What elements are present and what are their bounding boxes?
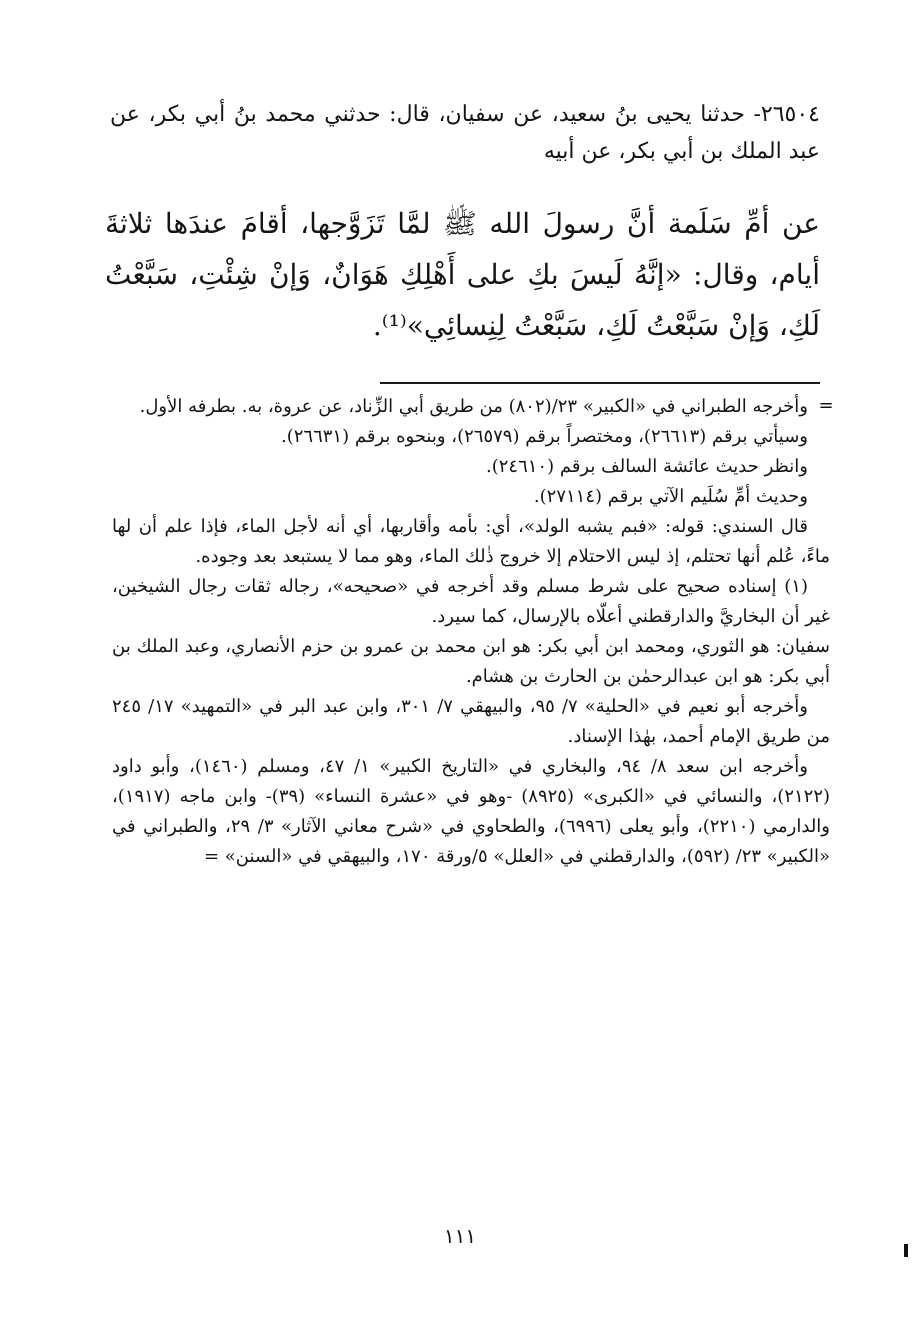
footnote-paragraph: وأخرجه أبو نعيم في «الحلية» ٧/ ٩٥، والبيهقي ٧/ ٣٠١، وابن عبد البر في «التمهيد» ١٧/ ٢٤٥ من طريق الإمام أحمد، بهٰذا الإسناد. xyxy=(112,696,830,747)
footnote-paragraph: وسيأتي برقم (٢٦٦١٣)، ومختصراً برقم (٢٦٥٧٩)، وبنحوه برقم (٢٦٦٣١). xyxy=(281,426,808,447)
footnote-paragraph: سفيان: هو الثوري، ومحمد ابن أبي بكر: هو ابن محمد بن عمرو بن حزم الأنصاري، وعبد الملك بن أبي بكر: هو ابن عبدالرحمٰن بن الحارث بن هشام. xyxy=(112,636,830,687)
footnote-paragraph: وأخرجه ابن سعد ٨/ ٩٤، والبخاري في «التاريخ الكبير» ١/ ٤٧، ومسلم (١٤٦٠)، وأبو داود (٢١٢٢)، والنسائي في «الكبرى» (٨٩٢٥) -وهو في «عشرة النساء» (٣٩)- وابن ماجه (١٩١٧)، والدارمي (٢٢١٠)، وأبو يعلى (٦٩٩٦)، والطحاوي في «شرح معاني الآثار» ٣/ ٢٩، والطبراني في «الكبير» ٢٣/ (٥٩٢)، والدارقطني في «العلل» ٥/ورقة ١٧٠، والبيهقي في «السنن» = xyxy=(112,756,831,867)
continuation-mark: = xyxy=(818,395,834,416)
footnotes-section xyxy=(112,392,830,872)
page-number: ١١١ xyxy=(443,1224,477,1248)
footnote-paragraph: وانظر حديث عائشة السالف برقم (٢٤٦١٠). xyxy=(486,456,808,477)
hadith-matn: عن أمِّ سَلَمة أنَّ رسولَ الله ﷺ لمَّا تَزَوَّجها، أقامَ عندَها ثلاثةَ أيام، وقال: «إنَّهُ لَيسَ بكِ على أَهْلِكِ هَوَانٌ، وَإنْ شِئْتِ، سَبَّعْتُ لَكِ، وَإنْ سَبَّعْتُ لَكِ، سَبَّعْتُ لِنِسائِي»⁽¹⁾. xyxy=(105,207,820,342)
footnote-paragraph: قال السندي: قوله: «فبم يشبه الولد»، أي: بأمه وأقاربها، أي أنه لأجل الماء، فإذا علم أن لها ماءً، عُلم أنها تحتلم، إذ ليس الاحتلام إلا خروج ذٰلك الماء، وهو مما لا يستبعد بعد وجوده. xyxy=(112,516,830,567)
hadith-isnad: ٢٦٥٠٤- حدثنا يحيى بنُ سعيد، عن سفيان، قال: حدثني محمد بنُ أبي بكر، عن عبد الملك بن أبي بكر، عن أبيه xyxy=(110,102,820,164)
footnote-paragraph: وحديث أمِّ سُلَيم الآتي برقم (٢٧١١٤). xyxy=(533,486,808,507)
footnote-separator xyxy=(380,382,820,384)
footnote-paragraph: (١) إسناده صحيح على شرط مسلم وقد أخرجه في «صحيحه»، رجاله ثقات رجال الشيخين، غير أن البخاريَّ والدارقطني أعلّاه بالإرسال، كما سيرد. xyxy=(112,576,830,627)
footnote-paragraph: وأخرجه الطبراني في «الكبير» ٢٣/(٨٠٢) من طريق أبي الزِّناد، عن عروة، به. بطرفه الأول. xyxy=(139,396,808,417)
page-edge-mark xyxy=(904,1244,908,1257)
